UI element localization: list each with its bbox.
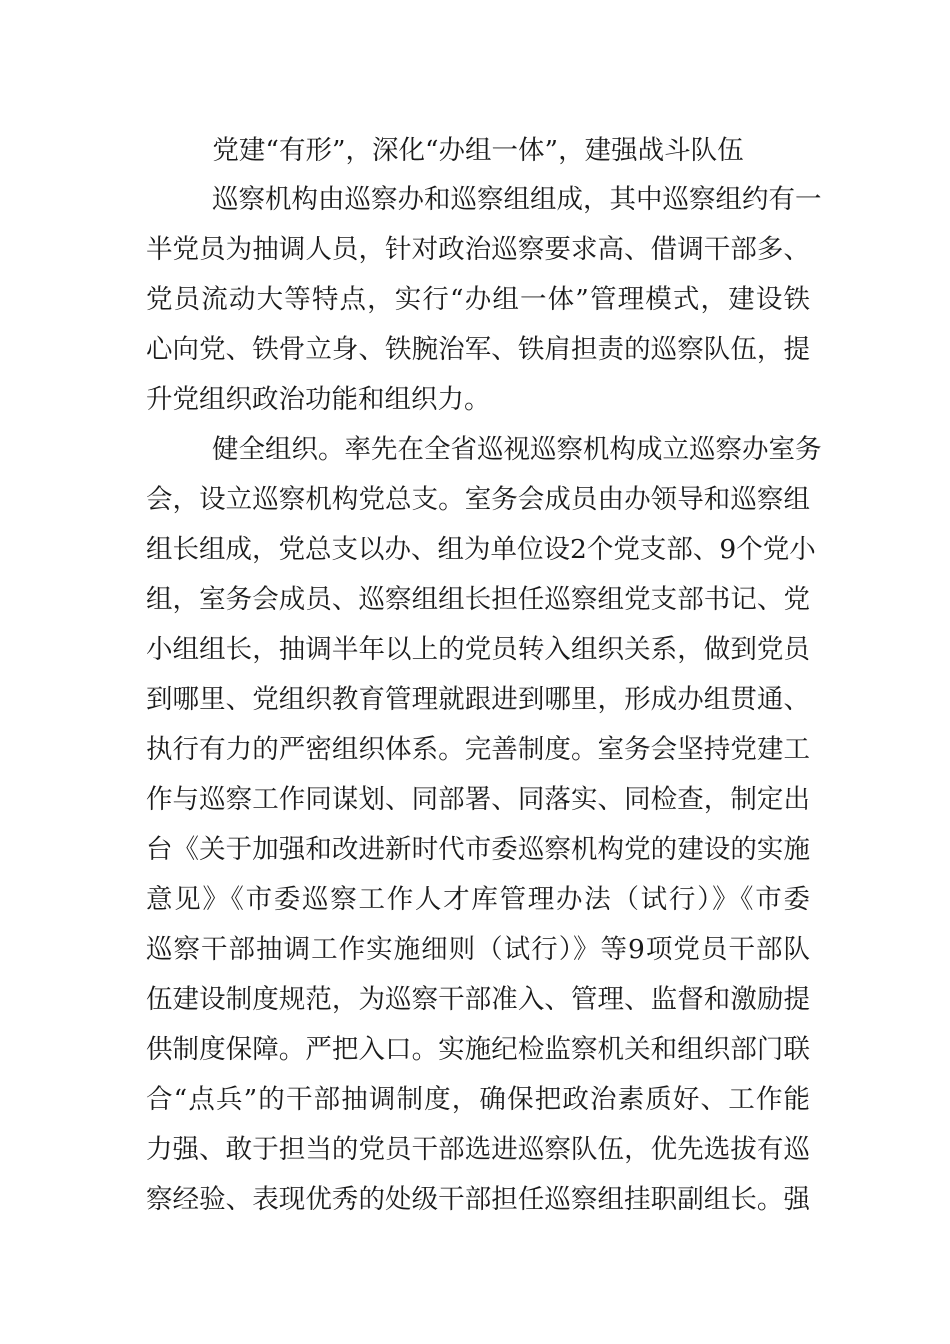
paragraph-1-line-3: 党员流动大等特点，实行“办组一体”管理模式，建设铁 — [146, 284, 810, 315]
paragraph-2-line-11: 巡察干部抽调工作实施细则（试行）》等9项党员干部队 — [146, 934, 810, 965]
paragraph-2-line-13: 供制度保障。严把入口。实施纪检监察机关和组织部门联 — [146, 1034, 810, 1065]
paragraph-2-line-6: 到哪里、党组织教育管理就跟进到哪里，形成办组贯通、 — [146, 684, 810, 715]
paragraph-2-line-2: 会，设立巡察机构党总支。室务会成员由办领导和巡察组 — [146, 484, 810, 515]
paragraph-2-line-4: 组，室务会成员、巡察组组长担任巡察组党支部书记、党 — [146, 584, 810, 615]
paragraph-2-line-9: 台《关于加强和改进新时代市委巡察机构党的建设的实施 — [146, 834, 810, 865]
paragraph-2-line-8: 作与巡察工作同谋划、同部署、同落实、同检查，制定出 — [146, 784, 810, 815]
paragraph-2-line-14: 合“点兵”的干部抽调制度，确保把政治素质好、工作能 — [146, 1084, 810, 1115]
paragraph-1-line-2: 半党员为抽调人员，针对政治巡察要求高、借调干部多、 — [146, 234, 810, 265]
paragraph-2-line-1: 健全组织。率先在全省巡视巡察机构成立巡察办室务 — [212, 434, 822, 465]
paragraph-2-line-3: 组长组成，党总支以办、组为单位设2个党支部、9个党小 — [146, 534, 816, 565]
paragraph-2-line-15: 力强、敢于担当的党员干部选进巡察队伍，优先选拔有巡 — [146, 1134, 810, 1165]
paragraph-1-line-1: 巡察机构由巡察办和巡察组组成，其中巡察组约有一 — [212, 184, 822, 215]
paragraph-1-line-4: 心向党、铁骨立身、铁腕治军、铁肩担责的巡察队伍，提 — [146, 334, 810, 365]
paragraph-2-line-10: 意见》《市委巡察工作人才库管理办法（试行）》《市委 — [146, 884, 810, 915]
paragraph-2-line-7: 执行有力的严密组织体系。完善制度。室务会坚持党建工 — [146, 734, 810, 765]
paragraph-2-line-5: 小组组长，抽调半年以上的党员转入组织关系，做到党员 — [146, 634, 810, 665]
section-heading: 党建“有形”，深化“办组一体”，建强战斗队伍 — [212, 135, 744, 166]
paragraph-2-line-12: 伍建设制度规范，为巡察干部准入、管理、监督和激励提 — [146, 984, 810, 1015]
paragraph-2-line-16: 察经验、表现优秀的处级干部担任巡察组挂职副组长。强 — [146, 1184, 810, 1215]
paragraph-1-line-5: 升党组织政治功能和组织力。 — [146, 384, 491, 415]
